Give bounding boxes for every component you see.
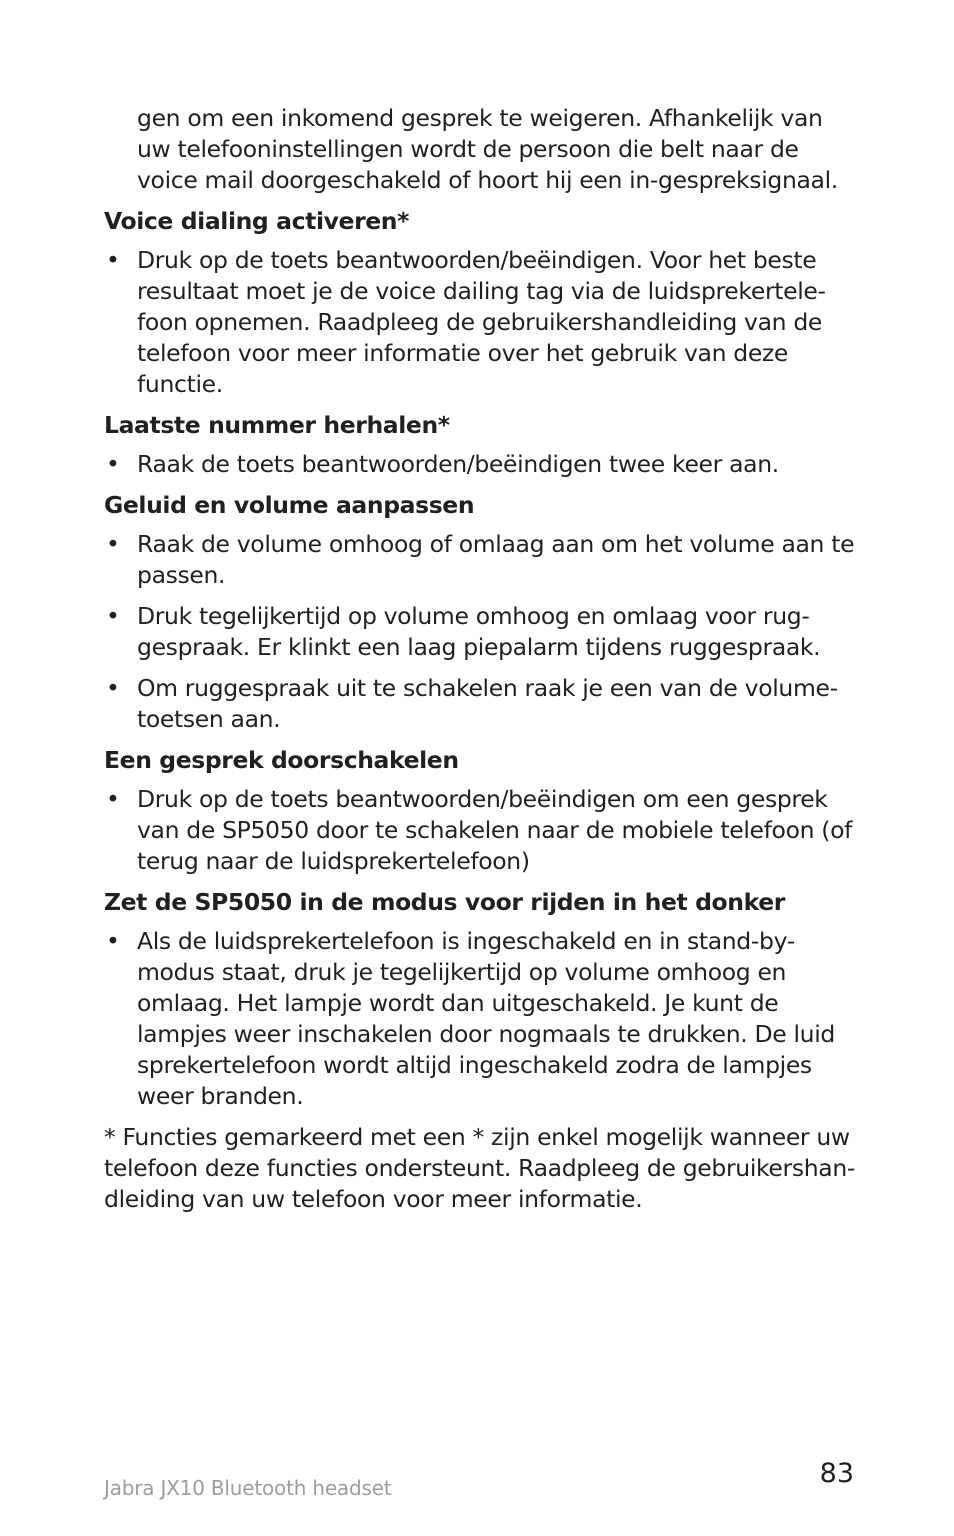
bullet-item [104, 673, 854, 735]
text-line: sprekertelefoon wordt altijd ingeschakeld zodra de lampjes [137, 1051, 812, 1079]
bullet-item [104, 784, 854, 877]
page-number: 83 [819, 1458, 854, 1489]
bullet-item [104, 245, 854, 400]
text-line: lampjes weer inschakelen door nogmaals te drukken. De luid [137, 1020, 835, 1048]
section-heading-dark-mode: Zet de SP5050 in de modus voor rijden in het donker [104, 888, 785, 916]
text-line: terug naar de luidsprekertelefoon) [137, 847, 530, 875]
bullet-dot: • [106, 602, 120, 630]
text-line: passen. [137, 561, 226, 589]
bullet-dot: • [106, 674, 120, 702]
text-line: weer branden. [137, 1082, 304, 1110]
text-line: gen om een inkomend gesprek te weigeren. Afhankelijk van [137, 104, 823, 132]
bullet-item [104, 449, 854, 480]
text-line: voice mail doorgeschakeld of hoort hij een in-gespreksignaal. [137, 166, 838, 194]
page-content [104, 103, 854, 1225]
intro-paragraph [104, 103, 854, 196]
text-line: Druk op de toets beantwoorden/beëindigen om een gesprek [137, 785, 828, 813]
text-line: van de SP5050 door te schakelen naar de mobiele telefoon (of [137, 816, 853, 844]
footnote [104, 1122, 854, 1215]
text-line: Om ruggespraak uit te schakelen raak je een van de volume- [137, 674, 838, 702]
bullet-dot: • [106, 927, 120, 955]
bullet-dot: • [106, 785, 120, 813]
text-line: omlaag. Het lampje wordt dan uitgeschakeld. Je kunt de [137, 989, 779, 1017]
bullet-dot: • [106, 450, 120, 478]
text-line: toetsen aan. [137, 705, 281, 733]
section-heading-voice-dialing: Voice dialing activeren* [104, 207, 410, 235]
bullet-item [104, 926, 854, 1112]
text-line: Druk tegelijkertijd op volume omhoog en omlaag voor rug- [137, 602, 810, 630]
bullet-dot: • [106, 530, 120, 558]
text-line: Raak de volume omhoog of omlaag aan om het volume aan te [137, 530, 855, 558]
bullet-dot: • [106, 246, 120, 274]
section-heading-transfer: Een gesprek doorschakelen [104, 746, 459, 774]
bullet-item [104, 601, 854, 663]
text-line: Als de luidsprekertelefoon is ingeschakeld en in stand-by- [137, 927, 795, 955]
text-line: Raak de toets beantwoorden/beëindigen twee keer aan. [137, 450, 779, 478]
text-line: modus staat, druk je tegelijkertijd op volume omhoog en [137, 958, 787, 986]
text-line: foon opnemen. Raadpleeg de gebruikershandleiding van de [137, 308, 823, 336]
text-line: uw telefooninstellingen wordt de persoon die belt naar de [137, 135, 799, 163]
section-heading-volume: Geluid en volume aanpassen [104, 491, 475, 519]
section-heading-redial: Laatste nummer herhalen* [104, 411, 450, 439]
text-line: * Functies gemarkeerd met een * zijn enkel mogelijk wanneer uw [104, 1123, 850, 1151]
text-line: functie. [137, 370, 223, 398]
bullet-item [104, 529, 854, 591]
footer-product-name: Jabra JX10 Bluetooth headset [104, 1476, 392, 1500]
text-line: Druk op de toets beantwoorden/beëindigen. Voor het beste [137, 246, 817, 274]
text-line: dleiding van uw telefoon voor meer informatie. [104, 1185, 643, 1213]
text-line: telefoon voor meer informatie over het gebruik van deze [137, 339, 789, 367]
text-line: resultaat moet je de voice dailing tag via de luidsprekertele- [137, 277, 826, 305]
text-line: telefoon deze functies ondersteunt. Raadpleeg de gebruikershan- [104, 1154, 856, 1182]
text-line: gespraak. Er klinkt een laag piepalarm tijdens ruggespraak. [137, 633, 821, 661]
